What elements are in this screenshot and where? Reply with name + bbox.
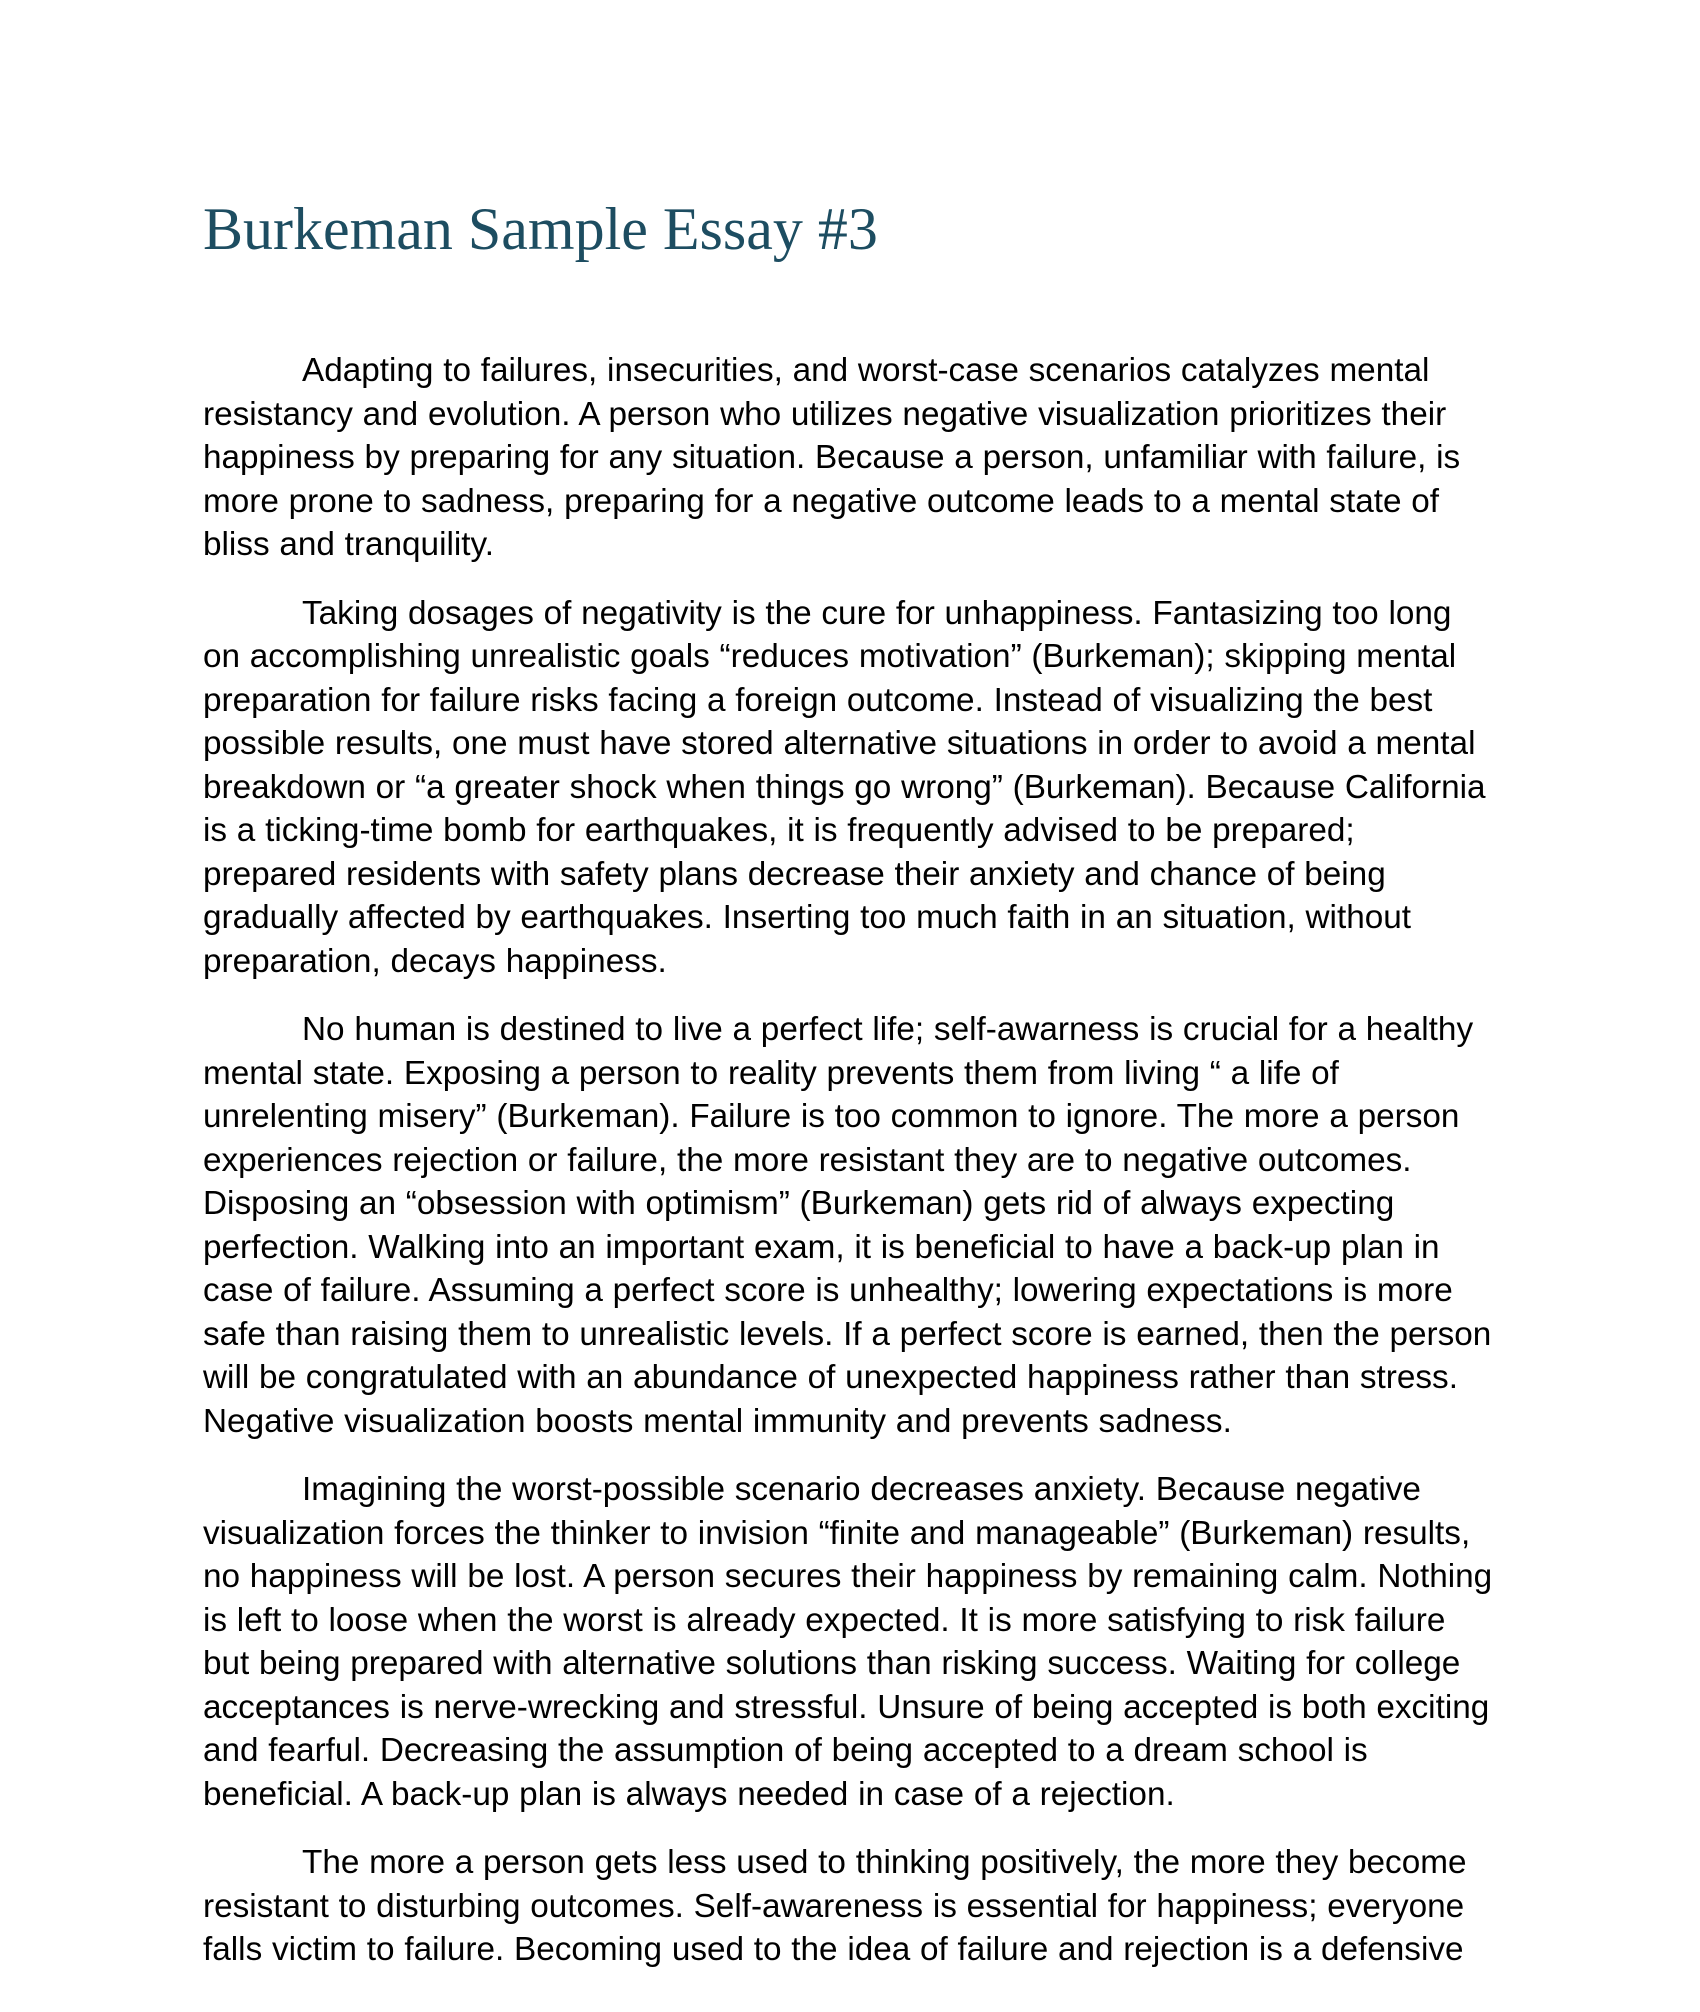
- essay-paragraph-5: The more a person gets less used to thinking positively, the more they become resistant to disturbing outcomes. Self-awareness is essential for happiness; everyone falls victim to failure. Becoming used to the idea of failure and rejection is a defensive: [203, 1844, 1467, 1968]
- essay-body: [0, 265, 1700, 1972]
- document-title: Burkeman Sample Essay #3: [203, 196, 878, 262]
- essay-paragraph-1: Adapting to failures, insecurities, and worst-case scenarios catalyzes mental resistancy and evolution. A person who utilizes negative visualization prioritizes their happiness by preparing for any situation. Because a person, unfamiliar with failure, is more prone to sadness, preparing for a negative outcome leads to a mental state of bliss and tranquility.: [203, 352, 1461, 563]
- essay-paragraph-2: Taking dosages of negativity is the cure for unhappiness. Fantasizing too long on accomplishing unrealistic goals “reduces motivation” (Burkeman); skipping mental preparation for failure risks facing a foreign outcome. Instead of visualizing the best possible results, one must have stored alternative situations in order to avoid a mental breakdown or “a greater shock when things go wrong” (Burkeman). Because California is a ticking-time bomb for earthquakes, it is frequently advised to be prepared; prepared residents with safety plans decrease their anxiety and chance of being gradually affected by earthquakes. Inserting too much faith in an situation, without preparation, decays happiness.: [203, 594, 1486, 980]
- essay-paragraph-4: Imagining the worst-possible scenario decreases anxiety. Because negative visualization forces the thinker to invision “finite and manageable” (Burkeman) results, no happiness will be lost. A person secures their happiness by remaining calm. Nothing is left to loose when the worst is already expected. It is more satisfying to risk failure but being prepared with alternative solutions than risking success. Waiting for college acceptances is nerve-wrecking and stressful. Unsure of being accepted is both exciting and fearful. Decreasing the assumption of being accepted to a dream school is beneficial. A back-up plan is always needed in case of a rejection.: [203, 1471, 1493, 1813]
- essay-paragraph-3: No human is destined to live a perfect life; self-awarness is crucial for a healthy mental state. Exposing a person to reality prevents them from living “ a life of unrelenting misery” (Burkeman). Failure is too common to ignore. The more a person experiences rejection or failure, the more resistant they are to negative outcomes. Disposing an “obsession with optimism” (Burkeman) gets rid of always expecting perfection. Walking into an important exam, it is beneficial to have a back-up plan in case of failure. Assuming a perfect score is unhealthy; lowering expectations is more safe than raising them to unrealistic levels. If a perfect score is earned, then the person will be congratulated with an abundance of unexpected happiness rather than stress. Negative visualization boosts mental immunity and prevents sadness.: [203, 1011, 1492, 1440]
